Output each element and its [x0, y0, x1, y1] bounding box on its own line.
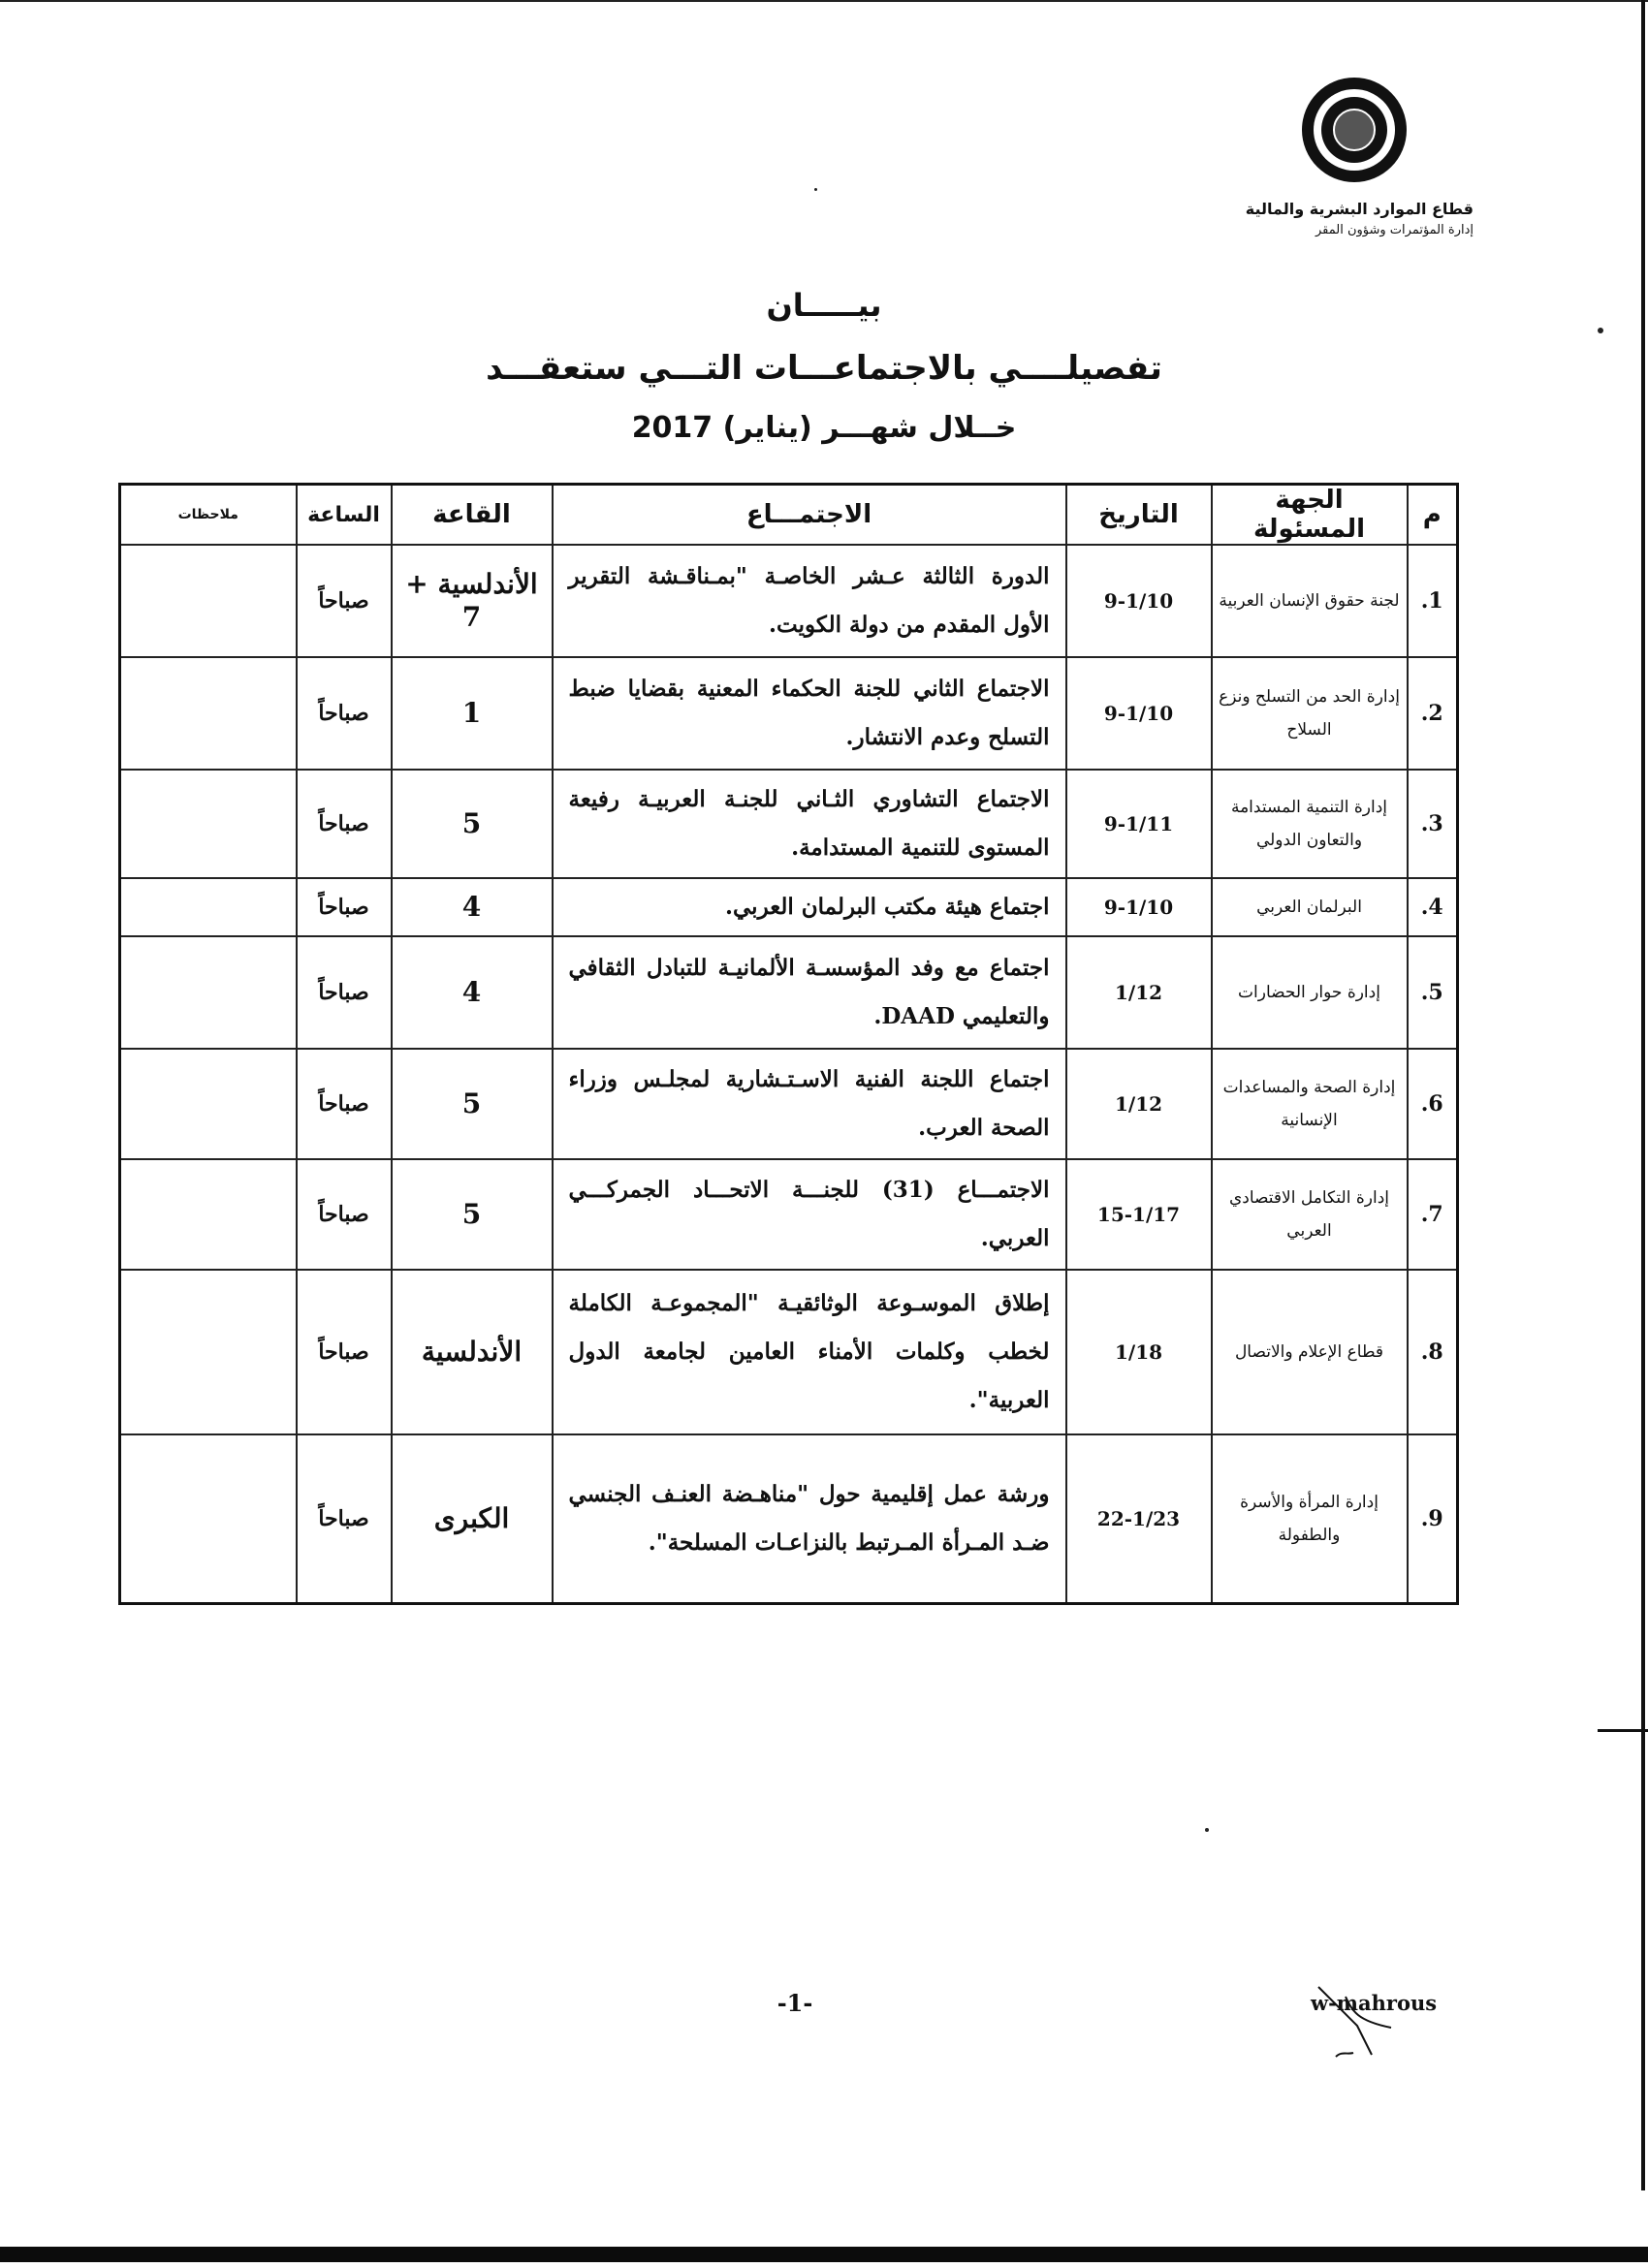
header-time: الساعة: [297, 485, 392, 546]
row-date: 9-1/11: [1066, 770, 1212, 878]
row-hall: الكبرى: [392, 1434, 553, 1603]
signature: w-mahrous: [1311, 1991, 1438, 2015]
table-row: [120, 1270, 1458, 1434]
row-notes: [120, 657, 297, 770]
row-notes: [120, 770, 297, 878]
row-hall: الأندلسية: [392, 1270, 553, 1434]
row-entity: إدارة الصحة والمساعدات الإنسانية: [1212, 1049, 1408, 1159]
row-hall: 4: [392, 936, 553, 1049]
row-entity: إدارة التنمية المستدامة والتعاون الدولي: [1212, 770, 1408, 878]
org-sector-name: قطاع الموارد البشرية والمالية: [1245, 200, 1474, 218]
row-notes: [120, 878, 297, 936]
row-entity: لجنة حقوق الإنسان العربية: [1212, 545, 1408, 657]
table-row: [120, 1159, 1458, 1270]
row-time: صباحاً: [297, 1049, 392, 1159]
row-time: صباحاً: [297, 936, 392, 1049]
row-date: 1/18: [1066, 1270, 1212, 1434]
row-number: 8.: [1408, 1270, 1458, 1434]
row-time: صباحاً: [297, 1159, 392, 1270]
row-notes: [120, 1049, 297, 1159]
row-entity: إدارة المرأة والأسرة والطفولة: [1212, 1434, 1408, 1603]
row-time: صباحاً: [297, 878, 392, 936]
row-entity: إدارة حوار الحضارات: [1212, 936, 1408, 1049]
row-date: 1/12: [1066, 936, 1212, 1049]
row-meeting: إطلاق الموسـوعة الوثائقيـة "المجموعـة الكاملة لخطب وكلمات الأمناء العامين لجامعة الدول العربية".: [553, 1270, 1066, 1434]
org-department-name: إدارة المؤتمرات وشؤون المقر: [1315, 223, 1474, 237]
row-entity: قطاع الإعلام والاتصال: [1212, 1270, 1408, 1434]
row-entity: إدارة التكامل الاقتصادي العربي: [1212, 1159, 1408, 1270]
row-entity: البرلمان العربي: [1212, 878, 1408, 936]
row-meeting: اجتماع مع وفد المؤسسـة الألمانيـة للتبادل الثقافي والتعليمي DAAD.: [553, 936, 1066, 1049]
row-hall: 5: [392, 1049, 553, 1159]
table-row: [120, 878, 1458, 936]
row-hall: 1: [392, 657, 553, 770]
scan-speck: [814, 188, 817, 191]
row-meeting: اجتماع هيئة مكتب البرلمان العربي.: [553, 878, 1066, 936]
row-time: صباحاً: [297, 1270, 392, 1434]
table-row: [120, 936, 1458, 1049]
row-number: 3.: [1408, 770, 1458, 878]
row-notes: [120, 545, 297, 657]
row-time: صباحاً: [297, 770, 392, 878]
document-period: خــلال شهـــر (يناير) 2017: [631, 411, 1017, 445]
table-row: [120, 1434, 1458, 1603]
scan-edge-bottom: [0, 2247, 1648, 2262]
row-time: صباحاً: [297, 1434, 392, 1603]
header-notes: ملاحظات: [120, 485, 297, 546]
row-meeting: الاجتماع التشاوري الثـاني للجنـة العربيـة رفيعة المستوى للتنمية المستدامة.: [553, 770, 1066, 878]
table-row: [120, 545, 1458, 657]
row-date: 9-1/10: [1066, 657, 1212, 770]
document-title: بيـــــان: [766, 287, 882, 324]
row-number: 4.: [1408, 878, 1458, 936]
row-number: 6.: [1408, 1049, 1458, 1159]
row-notes: [120, 1270, 297, 1434]
scan-edge-top: [0, 0, 1648, 2]
scan-mark: [1598, 1729, 1648, 1732]
row-number: 1.: [1408, 545, 1458, 657]
row-number: 5.: [1408, 936, 1458, 1049]
page-number: -1-: [776, 1989, 813, 2017]
header-entity: الجهة المسئولة: [1212, 485, 1408, 546]
table-row: [120, 770, 1458, 878]
row-date: 15-1/17: [1066, 1159, 1212, 1270]
row-time: صباحاً: [297, 657, 392, 770]
header-num: م: [1408, 485, 1458, 546]
header-meeting: الاجتمـــاع: [553, 485, 1066, 546]
meetings-table: [118, 483, 1459, 1605]
arab-league-seal-logo: [1302, 78, 1407, 182]
scan-edge-right: [1641, 0, 1645, 2190]
row-meeting: الاجتماع الثاني للجنة الحكماء المعنية بقضايا ضبط التسلح وعدم الانتشار.: [553, 657, 1066, 770]
row-hall: الأندلسية + 7: [392, 545, 553, 657]
row-meeting: الاجتمـــاع (31) للجنـــة الاتحـــاد الجمركـــي العربي.: [553, 1159, 1066, 1270]
row-date: 9-1/10: [1066, 545, 1212, 657]
row-number: 7.: [1408, 1159, 1458, 1270]
table-row: [120, 657, 1458, 770]
row-notes: [120, 1434, 297, 1603]
scan-speck: [1205, 1828, 1209, 1832]
row-meeting: الدورة الثالثة عـشر الخاصـة "بمـناقـشة التقرير الأول المقدم من دولة الكويت.: [553, 545, 1066, 657]
row-entity: إدارة الحد من التسلح ونزع السلاح: [1212, 657, 1408, 770]
row-notes: [120, 936, 297, 1049]
row-date: 9-1/10: [1066, 878, 1212, 936]
row-date: 22-1/23: [1066, 1434, 1212, 1603]
table-row: [120, 1049, 1458, 1159]
row-meeting: ورشة عمل إقليمية حول "مناهـضة العنـف الجنسي ضـد المـرأة المـرتبط بالنزاعـات المسلحة".: [553, 1434, 1066, 1603]
header-date: التاريخ: [1066, 485, 1212, 546]
row-hall: 5: [392, 1159, 553, 1270]
row-number: 2.: [1408, 657, 1458, 770]
row-number: 9.: [1408, 1434, 1458, 1603]
document-subtitle: تفصيلــــي بالاجتماعـــات التـــي ستعقـــد: [486, 349, 1162, 388]
signature-stroke-icon: [1299, 1968, 1425, 2064]
row-notes: [120, 1159, 297, 1270]
row-time: صباحاً: [297, 545, 392, 657]
row-meeting: اجتماع اللجنة الفنية الاسـتـشارية لمجلـس وزراء الصحة العرب.: [553, 1049, 1066, 1159]
table-header-row: [120, 485, 1458, 546]
scan-speck: [1598, 328, 1603, 333]
row-date: 1/12: [1066, 1049, 1212, 1159]
row-hall: 4: [392, 878, 553, 936]
header-hall: القاعة: [392, 485, 553, 546]
row-hall: 5: [392, 770, 553, 878]
